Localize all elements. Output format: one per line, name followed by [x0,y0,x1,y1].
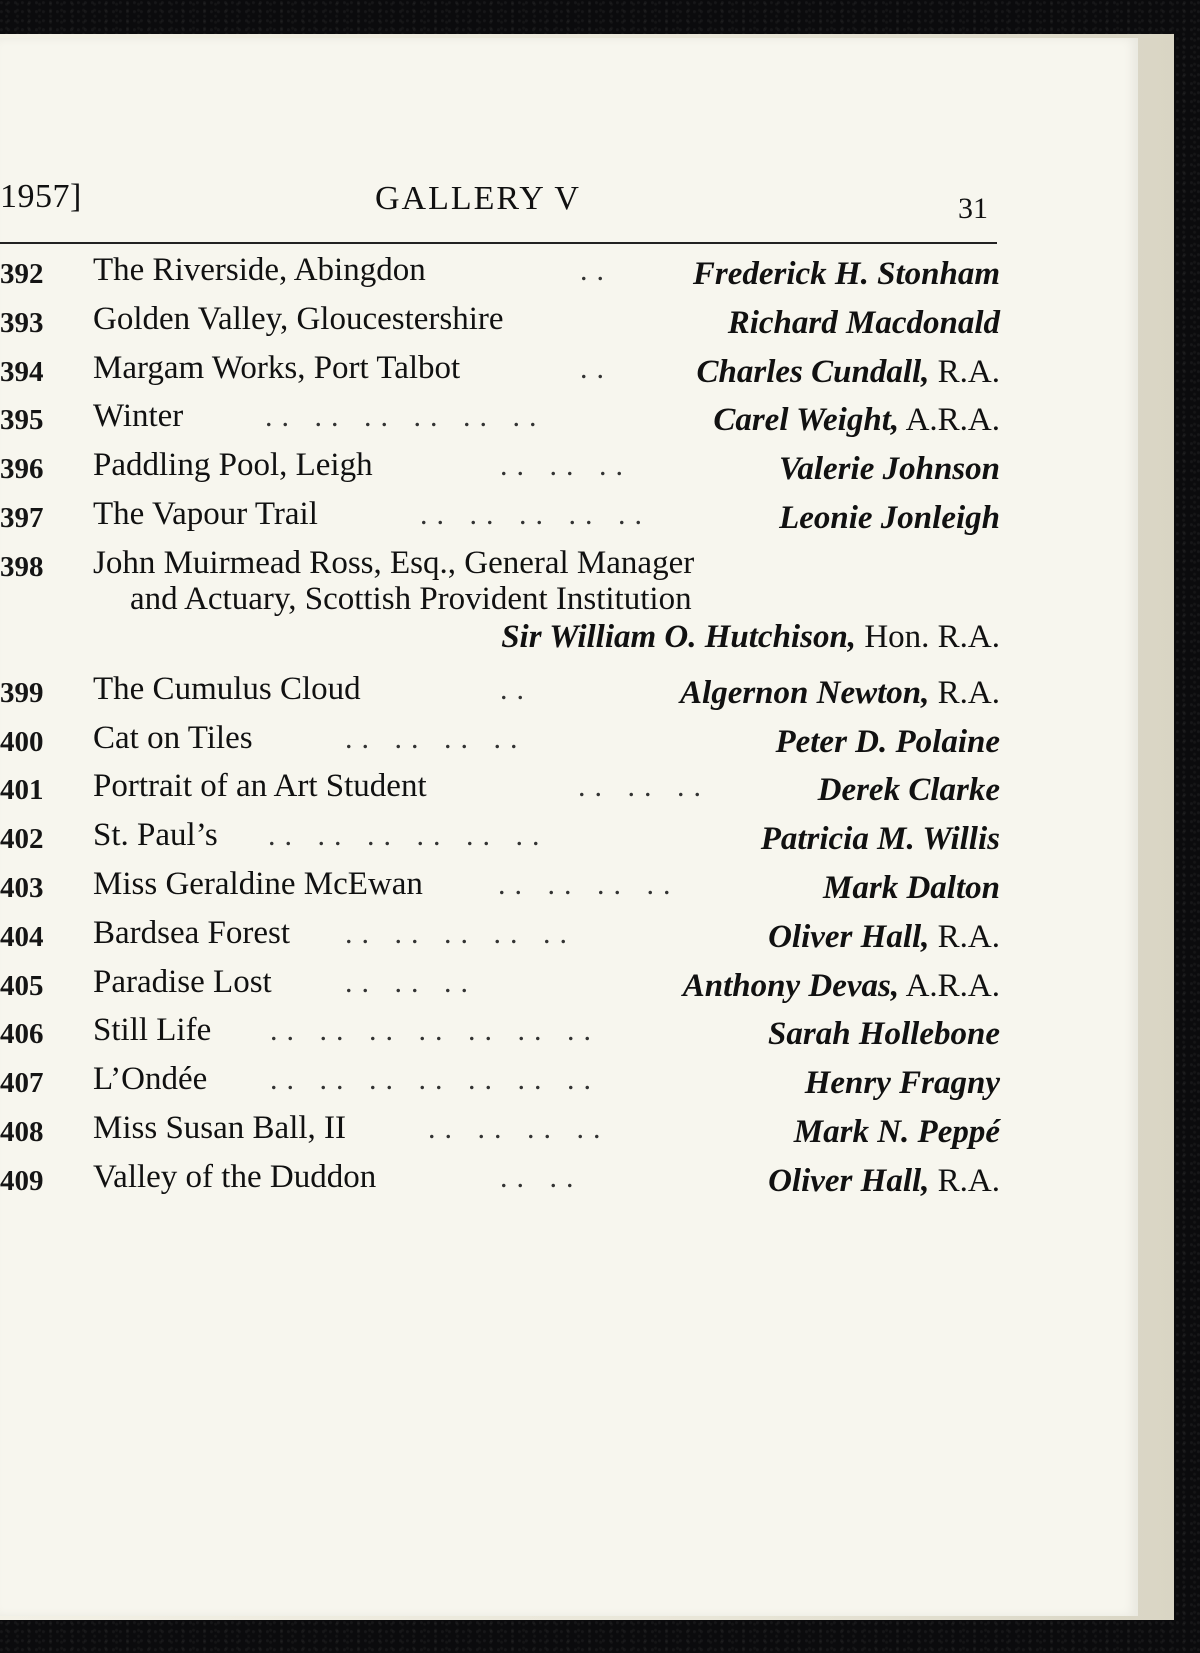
entry-artist [501,619,1000,656]
entry-title: Cat on Tiles [93,719,253,756]
entry-row [0,665,1000,714]
entry-title: Miss Geraldine McEwan [93,865,423,902]
artist-name: Algernon Newton, [680,674,930,711]
entry-artist [693,256,1000,293]
entry-row [0,1055,1000,1104]
entry-title: Still Life [93,1012,212,1049]
entry-number: 398 [0,550,44,583]
entry-artist [680,675,1000,712]
dot-leader: .. .. .. .. [345,721,527,755]
entry-number: 397 [0,501,44,534]
entry-number: 394 [0,355,44,388]
artist-name: Carel Weight, [713,402,900,439]
entry-number: 409 [0,1164,44,1197]
entry-title: The Riverside, Abingdon [93,252,426,288]
entry-artist [823,870,1000,907]
dot-leader: .. .. [500,1160,583,1194]
entry-artist [768,1163,1000,1200]
artist-honours: R.A. [937,918,1000,955]
entry-title: The Cumulus Cloud [93,670,361,707]
entry-title: St. Paul’s [93,817,218,854]
entry-title: Winter [93,398,184,435]
dot-leader: .. .. .. [345,965,477,999]
artist-honours: R.A. [937,1162,1000,1199]
dot-leader: .. .. .. .. [428,1111,610,1145]
header-year: 1957] [0,178,82,215]
artist-name: Patricia M. Willis [760,821,1000,858]
entry-row [0,958,1000,1007]
entry-number: 405 [0,969,44,1002]
entry-title: L’Ondée [93,1061,208,1098]
entry-title: Paradise Lost [93,963,272,1000]
dot-leader: .. .. .. .. .. .. [265,400,546,434]
entry-artist [768,1016,1000,1053]
entry-title: Bardsea Forest [93,914,291,951]
entry-artist [768,919,1000,956]
entry-row [0,295,1000,344]
entry-number: 392 [0,258,44,290]
entry-row [0,1104,1000,1153]
entry-title: Margam Works, Port Talbot [93,349,461,386]
entry-row [0,392,1000,441]
entry-artist [779,451,1000,488]
artist-name: Sarah Hollebone [768,1016,1000,1053]
artist-name: Derek Clarke [817,772,1000,809]
entry-row [0,1006,1000,1055]
artist-honours: Hon. R.A. [864,618,1000,655]
entry-number: 403 [0,871,44,904]
catalogue-page [0,38,1138,1616]
header-gallery-title: GALLERY V [375,180,581,217]
entry-row [0,246,1000,295]
header-page-number: 31 [958,192,988,225]
entry-number: 393 [0,306,44,339]
entry-number: 396 [0,453,44,486]
entry-number: 399 [0,676,44,709]
entry-list [0,246,1000,1202]
artist-name: Frederick H. Stonham [692,256,1000,292]
dot-leader: .. .. .. .. .. .. .. [270,1014,600,1048]
entry-number: 404 [0,920,44,953]
dot-leader: .. .. .. .. [498,867,680,901]
entry-title-continued: and Actuary, Scottish Provident Institution [130,580,692,617]
artist-name: Oliver Hall, [768,918,930,955]
entry-row [0,441,1000,490]
artist-honours: A.R.A. [905,402,1000,439]
artist-name: Henry Fragny [804,1065,1000,1102]
entry-number: 401 [0,774,44,807]
dot-leader: .. .. .. [500,449,632,483]
entry-artist [779,500,1000,537]
entry-row [0,811,1000,860]
entry-row [0,1153,1000,1202]
artist-name: Leonie Jonleigh [779,499,1000,536]
entry-row [0,762,1000,811]
dot-leader: .. .. .. .. .. .. [268,819,549,853]
artist-name: Valerie Johnson [779,451,1000,488]
dot-leader: .. [580,351,613,385]
entry-artist [805,1065,1000,1102]
artist-name: Oliver Hall, [768,1162,930,1199]
entry-row [0,539,1000,665]
artist-honours: A.R.A. [905,967,1000,1004]
entry-row [0,860,1000,909]
entry-artist [818,772,1000,809]
entry-artist [728,305,1000,342]
entry-artist [683,968,1000,1005]
dot-leader: .. [500,672,533,706]
header-rule [0,242,997,244]
entry-artist [696,354,1000,391]
entry-title: Valley of the Duddon [93,1158,377,1195]
artist-name: Richard Macdonald [727,304,1000,341]
entry-number: 408 [0,1115,44,1148]
running-head [0,138,1000,225]
artist-name: Mark Dalton [823,869,1000,906]
entry-title: Portrait of an Art Student [93,768,427,805]
dot-leader: .. .. .. .. .. [420,497,651,531]
entry-number: 402 [0,823,44,856]
entry-number: 406 [0,1018,44,1051]
entry-title: Golden Valley, Gloucestershire [93,300,504,337]
entry-title: John Muirmead Ross, Esq., General Manager [93,544,695,581]
dot-leader: .. .. .. .. .. [345,916,576,950]
entry-title: Miss Susan Ball, II [93,1109,347,1146]
entry-row [0,490,1000,539]
entry-artist [794,1114,1000,1151]
entry-artist [775,724,1000,761]
entry-artist [713,402,1000,439]
entry-row [0,344,1000,393]
artist-honours: R.A. [937,353,1000,390]
entry-row [0,714,1000,763]
artist-name: Sir William O. Hutchison, [501,618,857,655]
dot-leader: .. [580,254,613,287]
artist-honours: R.A. [937,674,1000,711]
entry-number: 400 [0,725,44,758]
entry-number: 407 [0,1067,44,1100]
entry-number: 395 [0,404,44,437]
entry-row [0,909,1000,958]
artist-name: Anthony Devas, [682,967,900,1004]
entry-title: The Vapour Trail [93,495,318,532]
dot-leader: .. .. .. [578,770,710,804]
dot-leader: .. .. .. .. .. .. .. [270,1063,600,1097]
entry-title: Paddling Pool, Leigh [93,447,373,484]
artist-name: Mark N. Peppé [793,1113,1000,1150]
entry-artist [761,821,1000,858]
artist-name: Charles Cundall, [696,353,930,390]
artist-name: Peter D. Polaine [775,723,1000,760]
